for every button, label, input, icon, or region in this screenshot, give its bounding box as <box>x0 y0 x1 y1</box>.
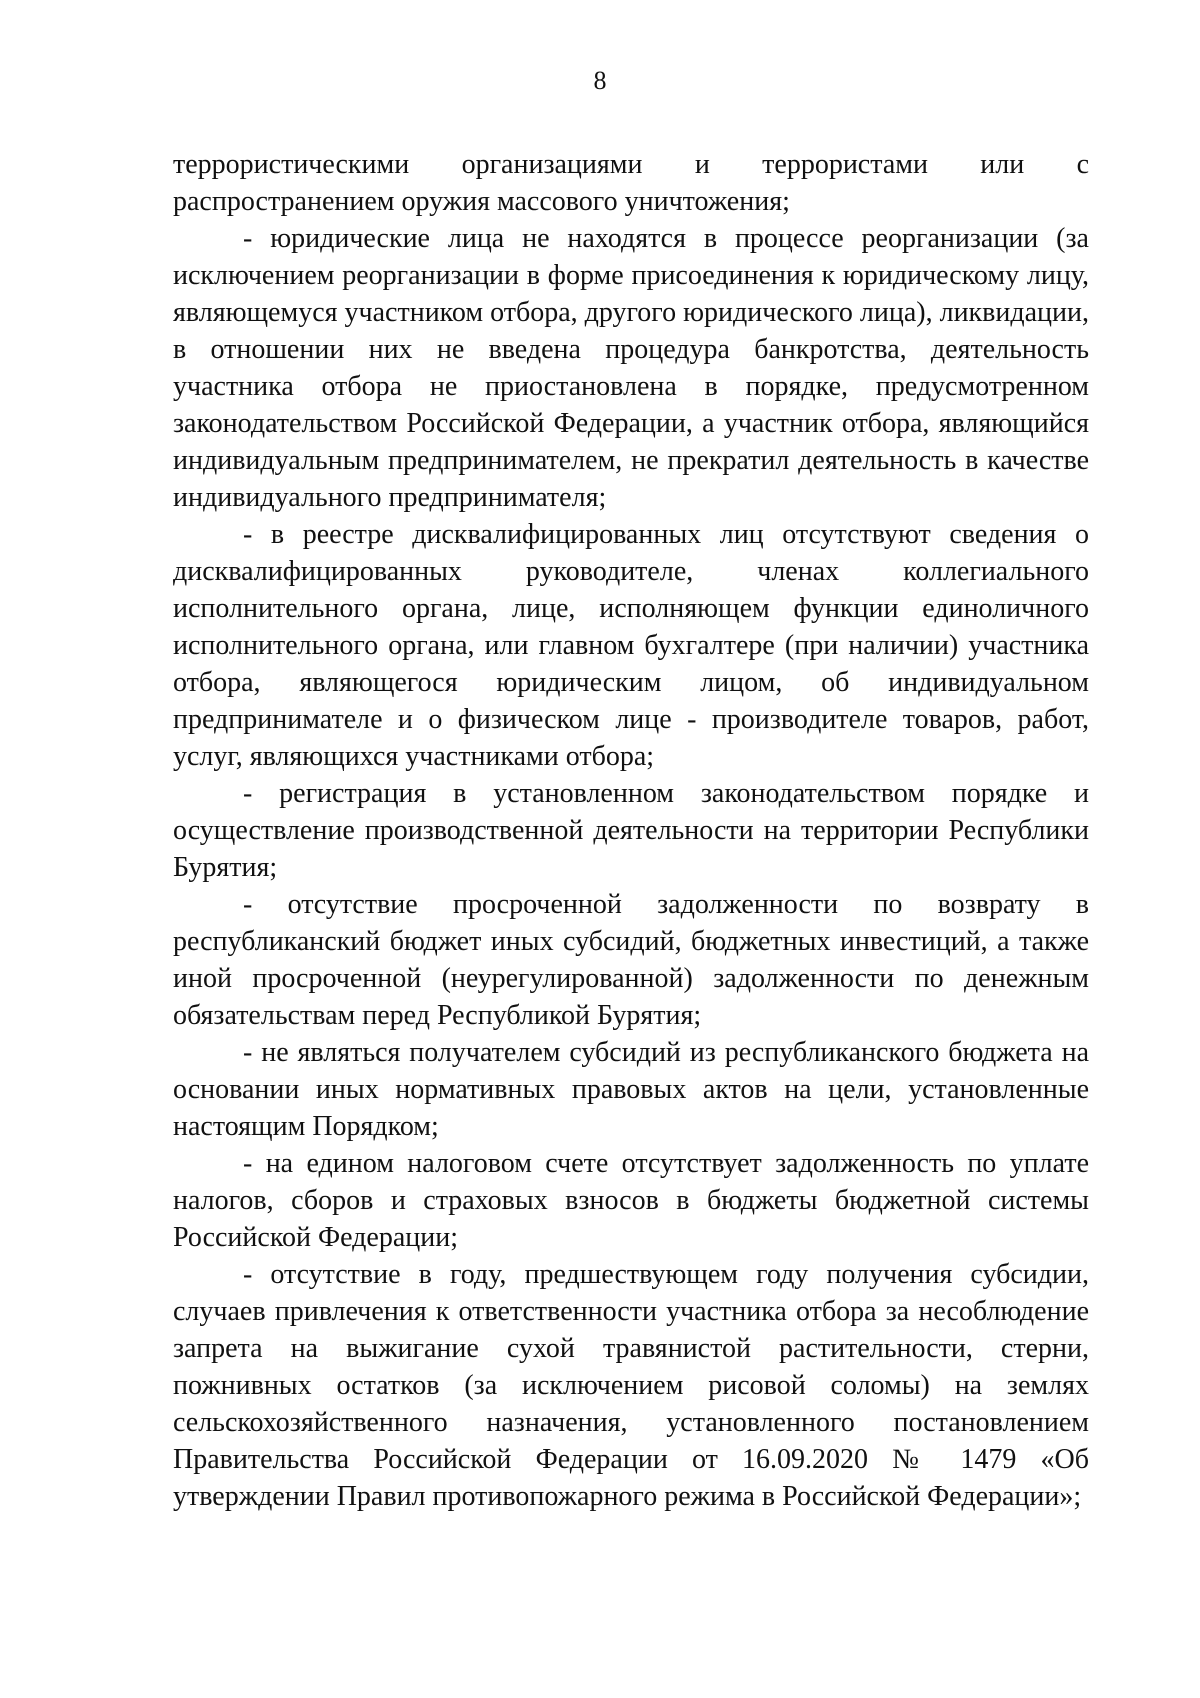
paragraph-disqualified-persons: - в реестре дисквалифицированных лиц отсутствуют сведения о дисквалифицированных руководителе, членах коллегиального исполнительного органа, лице, исполняющем функции единоличного исполнительного органа, или главном бухгалтере (при наличии) участника отбора, являющегося юридическим лицом, об индивидуальном предпринимателе и о физическом лице - производителе товаров, работ, услуг, являющихся участниками отбора; <box>173 519 1089 772</box>
page-number: 8 <box>593 66 607 95</box>
paragraph-continuation: террористическими организациями и террористами или с распространением оружия массового уничтожения; <box>173 149 1089 217</box>
paragraph-reorganization: - юридические лица не находятся в процессе реорганизации (за исключением реорганизации в форме присоединения к юридическому лицу, являющемуся участником отбора, другого юридического лица), ликвидации, в отношении них не введена процедура банкротства, деятельность участника отбора не приостановлена в порядке, предусмотренном законодательством Российской Федерации, а участник отбора, являющийся индивидуальным предпринимателем, не прекратил деятельность в качестве индивидуального предпринимателя; <box>173 223 1089 513</box>
paragraph-overdue-debt: - отсутствие просроченной задолженности по возврату в республиканский бюджет иных субсидий, бюджетных инвестиций, а также иной просроченной (неурегулированной) задолженности по денежным обязательствам перед Республикой Бурятия; <box>173 889 1089 1031</box>
paragraph-burning-ban: - отсутствие в году, предшествующем году получения субсидии, случаев привлечения к ответственности участника отбора за несоблюдение запрета на выжигание сухой травянистой растительности, стерни, пожнивных остатков (за исключением рисовой соломы) на землях сельскохозяйственного назначения, установленного постановлением Правительства Российской Федерации от 16.09.2020 № 1479 «Об утверждении Правил противопожарного режима в Российской Федерации»; <box>173 1259 1089 1512</box>
paragraph-tax-account: - на едином налоговом счете отсутствует задолженность по уплате налогов, сборов и страховых взносов в бюджеты бюджетной системы Российской Федерации; <box>173 1148 1089 1253</box>
paragraph-registration: - регистрация в установленном законодательством порядке и осуществление производственной деятельности на территории Республики Бурятия; <box>173 778 1089 883</box>
document-body <box>173 146 1089 1515</box>
paragraph-other-subsidies: - не являться получателем субсидий из республиканского бюджета на основании иных нормативных правовых актов на цели, установленные настоящим Порядком; <box>173 1037 1089 1142</box>
